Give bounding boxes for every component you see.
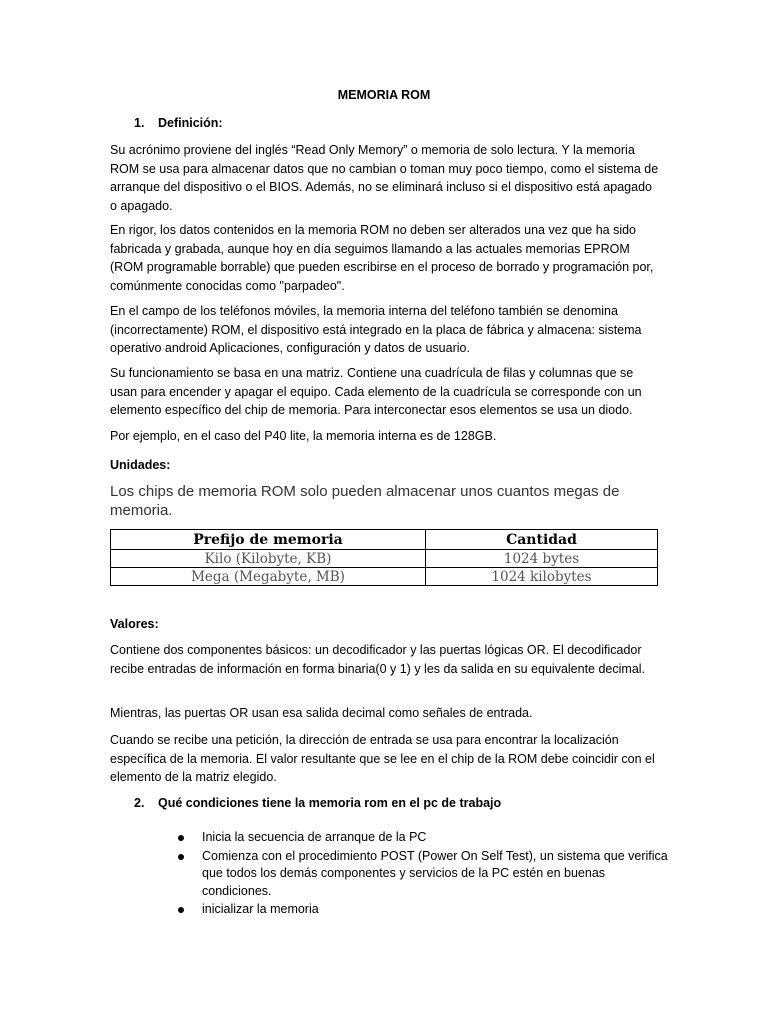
section-1-title: Definición: — [158, 116, 223, 130]
table-header-prefix: Prefijo de memoria — [111, 530, 426, 550]
list-item-text: inicializar la memoria — [202, 902, 319, 916]
list-item — [178, 848, 668, 901]
paragraph-matrix: Su funcionamiento se basa en una matriz. Contiene una cuadrícula de filas y columnas que se usan para encender y apagar el equipo. Cada elemento de la cuadrícula se corresponde con un elemento específico del chip de memoria. Para interconectar esos elementos se usa un diodo. — [110, 366, 642, 417]
units-label: Unidades: — [110, 458, 171, 472]
bullet-icon — [178, 854, 184, 860]
section-1-heading — [134, 116, 223, 130]
list-item — [178, 829, 668, 847]
paragraph-example: Por ejemplo, en el caso del P40 lite, la memoria interna es de 128GB. — [110, 429, 497, 443]
table-header-quantity: Cantidad — [426, 530, 658, 550]
list-item-text: Comienza con el procedimiento POST (Power On Self Test), un sistema que verifica que todos los demás componentes y servicios de la PC estén en buenas condiciones. — [202, 848, 668, 898]
table-cell: 1024 bytes — [426, 550, 658, 568]
table-header-row — [111, 530, 658, 550]
table-row — [111, 550, 658, 568]
document-title: MEMORIA ROM — [337, 88, 431, 102]
section-1-number: 1. — [134, 116, 145, 130]
table-row — [111, 568, 658, 586]
table-cell: Mega (Megabyte, MB) — [111, 568, 426, 586]
paragraph-request: Cuando se recibe una petición, la dirección de entrada se usa para encontrar la localización específica de la memoria. El valor resultante que se lee en el chip de la ROM debe coincidir con el elemento de la matriz elegido. — [110, 733, 655, 784]
section-2-heading — [134, 796, 501, 810]
table-cell: 1024 kilobytes — [426, 568, 658, 586]
bullet-icon — [178, 835, 184, 841]
paragraph-mobile: En el campo de los teléfonos móviles, la memoria interna del teléfono también se denomina (incorrectamente) ROM, el dispositivo está integrado en la placa de fábrica y almacena: sistema operativo android Aplicaciones, configuración y datos de usuario. — [110, 304, 642, 355]
section-2-number: 2. — [134, 796, 145, 810]
units-lead-text: Los chips de memoria ROM solo pueden almacenar unos cuantos megas de memoria. — [110, 483, 620, 519]
values-label: Valores: — [110, 617, 159, 631]
section-2-title: Qué condiciones tiene la memoria rom en el pc de trabajo — [158, 796, 502, 810]
list-item — [178, 901, 668, 919]
bullet-icon — [178, 907, 184, 913]
paragraph-acronym: Su acrónimo proviene del inglés “Read Only Memory” o memoria de solo lectura. Y la memoria ROM se usa para almacenar datos que no cambian o toman muy poco tiempo, como el sistema de arranque del dispositivo o el BIOS. Además, no se eliminará incluso si el dispositivo está apagado o apagado. — [110, 143, 659, 213]
paragraph-rigor: En rigor, los datos contenidos en la memoria ROM no deben ser alterados una vez que ha sido fabricada y grabada, aunque hoy en día seguimos llamando a las actuales memorias EPROM (ROM programable borrable) que pueden escribirse en el proceso de borrado y programación por, comúnmente conocidas como "parpadeo". — [110, 223, 654, 293]
table-cell: Kilo (Kilobyte, KB) — [111, 550, 426, 568]
paragraph-or-gates: Mientras, las puertas OR usan esa salida decimal como señales de entrada. — [110, 706, 533, 720]
conditions-list — [178, 829, 668, 920]
list-item-text: Inicia la secuencia de arranque de la PC — [202, 830, 427, 844]
memory-prefix-table — [110, 529, 658, 586]
paragraph-components: Contiene dos componentes básicos: un decodificador y las puertas lógicas OR. El decodificador recibe entradas de información en forma binaria(0 y 1) y les da salida en su equivalente decimal. — [110, 643, 646, 676]
